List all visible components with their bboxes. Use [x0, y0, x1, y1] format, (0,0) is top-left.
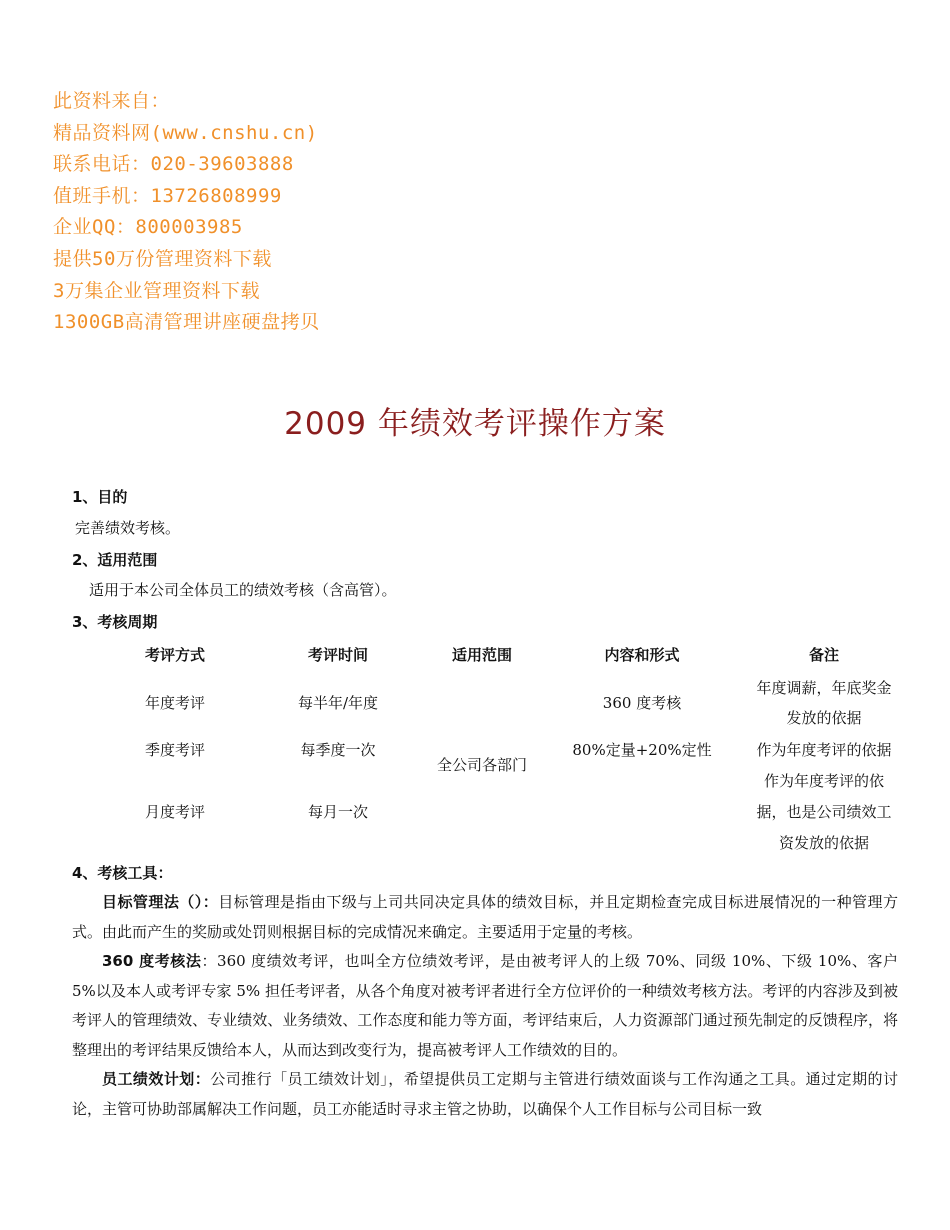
- section-4-body: [72, 888, 898, 1124]
- table-cell-note: 资发放的依据: [778, 834, 869, 852]
- table-cell-note: 年度调薪，年底奖金: [756, 679, 892, 697]
- promo-line: 联系电话：020-39603888: [53, 153, 294, 176]
- section-1-text: 完善绩效考核。: [75, 519, 181, 537]
- paragraph-text: 公司推行「员工绩效计划」，希望提供员工定期与主管进行绩效面谈与工作沟通之工具。通过定期的讨论，主管可协助部属解决工作问题，员工亦能适时寻求主管之协助，以确保个人工作目标与公司目标一致: [72, 1070, 898, 1118]
- table-cell-note: 发放的依据: [786, 709, 862, 727]
- paragraph-title: 员工绩效计划：: [102, 1070, 211, 1088]
- table-header-method: 考评方式: [144, 646, 205, 664]
- table-cell-note: 据，也是公司绩效工: [756, 803, 892, 821]
- promo-line: 提供50万份管理资料下载: [53, 247, 272, 270]
- table-cell-note: 作为年度考评的依: [763, 772, 884, 790]
- table-header-scope: 适用范围: [451, 646, 512, 664]
- table-header-note: 备注: [808, 646, 839, 664]
- table-cell-time: 每季度一次: [300, 741, 376, 759]
- promo-line: 此资料来自：: [53, 90, 171, 112]
- section-1-heading: 1、目的: [72, 488, 128, 506]
- document-title: 2009 年绩效考评操作方案: [284, 406, 666, 442]
- table-header-content: 内容和形式: [604, 646, 680, 664]
- paragraph-title: 360 度考核法: [102, 952, 202, 970]
- table-cell-content: 80%定量+20%定性: [572, 741, 712, 759]
- promo-line: 企业QQ：800003985: [53, 216, 243, 239]
- paragraph-text: 目标管理是指由下级与上司共同决定具体的绩效目标，并且定期检查完成目标进展情况的一种管理方式。由此而产生的奖励或处罚则根据目标的完成情况来确定。主要适用于定量的考核。: [72, 893, 898, 941]
- section-3-heading: 3、考核周期: [72, 613, 158, 631]
- paragraph-title: 目标管理法（）：: [102, 893, 219, 911]
- table-cell-time: 每半年/年度: [297, 694, 379, 712]
- section-2-text: 适用于本公司全体员工的绩效考核（含高管）。: [89, 581, 397, 599]
- table-cell-method: 月度考评: [144, 803, 205, 821]
- table-cell-method: 季度考评: [144, 741, 205, 759]
- promo-line: 1300GB高清管理讲座硬盘拷贝: [53, 311, 320, 334]
- section-4-heading: 4、考核工具：: [72, 864, 173, 882]
- promo-line: 值班手机：13726808999: [53, 184, 282, 207]
- paragraph-360: [72, 947, 898, 1065]
- paragraph-performance-plan: [72, 1065, 898, 1124]
- promo-block: [53, 86, 320, 339]
- table-cell-time: 每月一次: [307, 803, 368, 821]
- promo-line: 3万集企业管理资料下载: [53, 279, 260, 302]
- table-cell-scope: 全公司各部门: [436, 756, 527, 774]
- section-2-heading: 2、适用范围: [72, 551, 158, 569]
- promo-line: 精品资料网(www.cnshu.cn): [53, 121, 318, 144]
- table-cell-content: 360 度考核: [602, 694, 682, 712]
- paragraph-text: ：360 度绩效考评，也叫全方位绩效考评，是由被考评人的上级 70%、同级 10%、下级 10%、客户 5%以及本人或考评专家 5% 担任考评者，从各个角度对被考评者进行全方位评价的一种绩效考核方法。考评的内容涉及到被考评人的管理绩效、专业绩效、业务绩效、工作态度和能力等方面，考评结束后，人力资源部门通过预先制定的反馈程序，将整理出的考评结果反馈给本人，从而达到改变行为，提高被考评人工作绩效的目的。: [72, 952, 898, 1059]
- paragraph-mbo: [72, 888, 898, 947]
- table-cell-note: 作为年度考评的依据: [756, 741, 892, 759]
- table-cell-method: 年度考评: [144, 694, 205, 712]
- table-header-time: 考评时间: [307, 646, 368, 664]
